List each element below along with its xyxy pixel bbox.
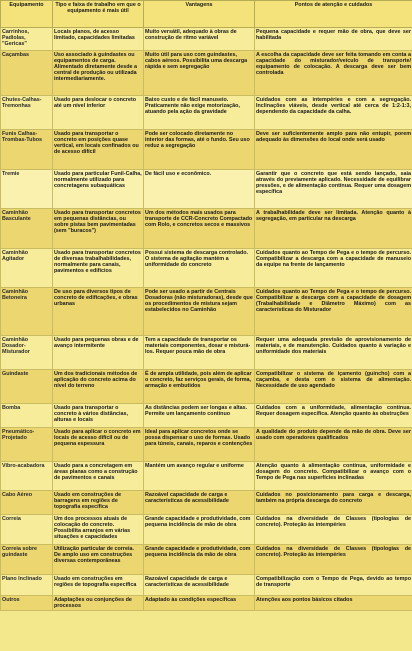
- advantages-cell: As distâncias podem ser longas e altas. Permite um lançamento contínuo: [144, 404, 255, 428]
- table-row: [1, 249, 412, 288]
- notes-cell: Deve ser suficientemente amplo para não entupir, porem adequado às dimensões do local onde será usado: [255, 130, 412, 170]
- equipment-cell: Caminhão Agitador: [1, 249, 53, 288]
- advantages-cell: De fácil uso e econômico.: [144, 170, 255, 209]
- usage-cell: Usado em construções em regiões de topografia específica: [53, 575, 144, 596]
- equipment-cell: Caçambas: [1, 51, 53, 96]
- notes-cell: Cuidados quanto ao Tempo de Pega e o tempo de percurso. Compatibilizar a descarga com a capacidade de dosagem (Trabalhabilidade e Diâmetro Máximo) com as características do Misturador: [255, 288, 412, 336]
- equipment-cell: Guindaste: [1, 370, 53, 404]
- equipment-cell: Vibro-acabadora: [1, 462, 53, 491]
- table-row: [1, 491, 412, 515]
- usage-cell: Locais planos, de acesso limitado, capacidades limitadas: [53, 28, 144, 51]
- advantages-cell: Grande capacidade e produtividade, com pequena incidência da mão de obra: [144, 545, 255, 575]
- usage-cell: Usado para pequenas obras e de avanço intermitente: [53, 336, 144, 370]
- notes-cell: Atenção quanto à alimentação contínua, uniformidade e dosagem do concreto. Compatibilizar o avanço com o Tempo de Pega nas superfícies inclinadas: [255, 462, 412, 491]
- header-equipment: Equipamento: [1, 1, 53, 28]
- table-row: [1, 428, 412, 462]
- table-row: [1, 28, 412, 51]
- table-row: [1, 596, 412, 611]
- table-row: [1, 370, 412, 404]
- equipment-cell: Cabo Aéreo: [1, 491, 53, 515]
- advantages-cell: Razoável capacidade de carga e características de acessibilidade: [144, 575, 255, 596]
- header-notes: Pontos de atenção e cuidados: [255, 1, 412, 28]
- usage-cell: Usado para transportar o concreto em posições quase vertical, em locais confinados ou de acesso difícil: [53, 130, 144, 170]
- table-row: [1, 209, 412, 249]
- equipment-cell: Caminhão Betoneira: [1, 288, 53, 336]
- equipment-cell: Pneumático-Projetado: [1, 428, 53, 462]
- advantages-cell: Mantém um avanço regular e uniforme: [144, 462, 255, 491]
- advantages-cell: Um dos métodos mais usados para transporte de CCR-Concreto Compactado com Rolo, e concretos secos e massivos: [144, 209, 255, 249]
- table-row: [1, 462, 412, 491]
- usage-cell: Usado para transportar concretos em pequenas distâncias, ou sobre pistas bem pavimentadas (sem "buracos"): [53, 209, 144, 249]
- table-row: [1, 96, 412, 130]
- notes-cell: Atenções aos pontos básicos citados: [255, 596, 412, 611]
- header-advantages: Vantagens: [144, 1, 255, 28]
- equipment-cell: Caminhão Dosador-Misturador: [1, 336, 53, 370]
- equipment-cell: Funis Calhas-Trombas-Tubos: [1, 130, 53, 170]
- usage-cell: Um dos processos atuais de colocação do concreto. Possibilita arranjos em várias situações e capacidades: [53, 515, 144, 545]
- advantages-cell: Muito útil para uso com guindastes, cabos aéreos. Possibilita uma descarga rápida e sem segregação: [144, 51, 255, 96]
- usage-cell: Um dos tradicionais métodos de aplicação do concreto acima do nível do terreno: [53, 370, 144, 404]
- notes-cell: A qualidade do produto depende da mão de obra. Deve ser usado com operadores qualificados: [255, 428, 412, 462]
- equipment-cell: Correia: [1, 515, 53, 545]
- usage-cell: Usado para a concretagem em áreas planas como a construção de pavimentos e canais: [53, 462, 144, 491]
- usage-cell: Uso associado à guindastes ou equipamentos de carga. Alimentado diretamente desde a central de produção ou utilizada intermediariamente.: [53, 51, 144, 96]
- usage-cell: Usado para transportar concretos de diversas trabalhabilidades, normalmente para canais, pavimentos e edifícios: [53, 249, 144, 288]
- table-row: [1, 51, 412, 96]
- usage-cell: Usado para transportar o concreto à vários distâncias, alturas e locais: [53, 404, 144, 428]
- advantages-cell: Pode ser colocado diretamente no interior das formas, até o fundo. Seu uso reduz a segregação: [144, 130, 255, 170]
- table-row: [1, 130, 412, 170]
- equipment-cell: Bomba: [1, 404, 53, 428]
- usage-cell: Usado para deslocar o concreto até um nível inferior: [53, 96, 144, 130]
- usage-cell: Usado para particular Funil-Calha, normalmente utilizado para concretagens subaquáticas: [53, 170, 144, 209]
- advantages-cell: Adaptado às condições específicas: [144, 596, 255, 611]
- equipment-cell: Outros: [1, 596, 53, 611]
- notes-cell: Pequena capacidade e requer mão de obra, que deve ser habilitada: [255, 28, 412, 51]
- advantages-cell: Grande capacidade e produtividade, com pequena incidência de mão de obra: [144, 515, 255, 545]
- table-row: [1, 545, 412, 575]
- advantages-cell: Muito versátil, adequado à obras de construção de ritmo variável: [144, 28, 255, 51]
- notes-cell: Cuidados na diversidade de Classes (tipologias de concreto). Proteção às intempéries: [255, 515, 412, 545]
- notes-cell: Cuidados com a uniformidade, alimentação contínua. Requer dosagem específica. Atenção quanto às obstruções: [255, 404, 412, 428]
- notes-cell: Cuidados quanto ao Tempo de Pega e o tempo de percurso. Compatibilizar a descarga com a capacidade de manuseio da equipe na frente de lançamento: [255, 249, 412, 288]
- notes-cell: Requer uma adequada previsão de aprovisionamento de materiais, e de manutenção. Cuidados quanto à variação e uniformidade dos materiais: [255, 336, 412, 370]
- table-row: [1, 170, 412, 209]
- advantages-cell: Pode ser usado a partir de Centrais Dosadoras (não misturadoras), desde que os procedimentos de mistura sejam estabelecidos no Caminhão: [144, 288, 255, 336]
- table-header-row: [1, 1, 412, 28]
- table-row: [1, 515, 412, 545]
- table-row: [1, 336, 412, 370]
- usage-cell: Usado em construções de barragens em regiões de topografia específica: [53, 491, 144, 515]
- equipment-cell: Plano Inclinado: [1, 575, 53, 596]
- advantages-cell: Possui sistema de descarga controlado. O sistema de agitação mantém a uniformidade do concreto: [144, 249, 255, 288]
- notes-cell: Compatibilizar o sistema de içamento (guincho) com a caçamba, e desta com o sistema de alimentação. Necessidade de uso agendado: [255, 370, 412, 404]
- notes-cell: A trabalhabilidade deve ser limitada. Atenção quanto à segregação, em particular na descarga: [255, 209, 412, 249]
- usage-cell: De uso para diversos tipos de concreto de edificações, e obras urbanas: [53, 288, 144, 336]
- table-row: [1, 575, 412, 596]
- notes-cell: Garantir que o concreto que está sendo lançado, saia através do previamente aplicado. Necessidade de equilibrar pressões, e de alimentação contínua. Requer uma dosagem específica: [255, 170, 412, 209]
- advantages-cell: Razoável capacidade de carga e características de acessibilidade: [144, 491, 255, 515]
- advantages-cell: Tem a capacidade de transportar os materiais componentes, dosar e misturá-los. Requer pouca mão de obra: [144, 336, 255, 370]
- advantages-cell: Baixo custo e de fácil manuseio. Praticamente não exige motorização, atuando pela ação da gravidade: [144, 96, 255, 130]
- usage-cell: Usado para aplicar o concreto em locais de acesso difícil ou de pequena espessura: [53, 428, 144, 462]
- equipment-cell: Correia sobre guindaste: [1, 545, 53, 575]
- notes-cell: Cuidados com as intempéries e com a segregação. Inclinações viáveis, desde vertical até cerca de 1:2-1:3, dependendo da capacidade da calha.: [255, 96, 412, 130]
- equipment-cell: Caminhão Basculante: [1, 209, 53, 249]
- table-row: [1, 404, 412, 428]
- advantages-cell: É de ampla utilidade, pois além de aplicar o concreto, faz serviços gerais, de forma, armação e embutidos: [144, 370, 255, 404]
- header-usage: Tipo e faixa de trabalho em que o equipamento é mais útil: [53, 1, 144, 28]
- notes-cell: Cuidados no posicionamento para carga e descarga, também na própria descarga do concreto: [255, 491, 412, 515]
- table-row: [1, 288, 412, 336]
- usage-cell: Utilização particular de correia. De amplo uso em construções diversas contemporâneas: [53, 545, 144, 575]
- notes-cell: Cuidados na diversidade de Classes (tipologias de concreto). Proteção às intempéries: [255, 545, 412, 575]
- notes-cell: A escolha da capacidade deve ser feita tomando em conta a capacidade do misturador/veículo de transporte/ equipamento de colocação. A descarga deve ser bem controlada: [255, 51, 412, 96]
- notes-cell: Compatibilização com o Tempo de Pega, devido ao tempo de transporte: [255, 575, 412, 596]
- equipment-cell: Chutes-Calhas-Tremonhas: [1, 96, 53, 130]
- usage-cell: Adaptações ou conjunções de processos: [53, 596, 144, 611]
- equipment-cell: Tremie: [1, 170, 53, 209]
- equipment-cell: Carrinhos, Padiolas, "Gericas": [1, 28, 53, 51]
- advantages-cell: Ideal para aplicar concretos onde se possa dispensar o uso de formas. Usado para túneis, canais, reparos e contenções: [144, 428, 255, 462]
